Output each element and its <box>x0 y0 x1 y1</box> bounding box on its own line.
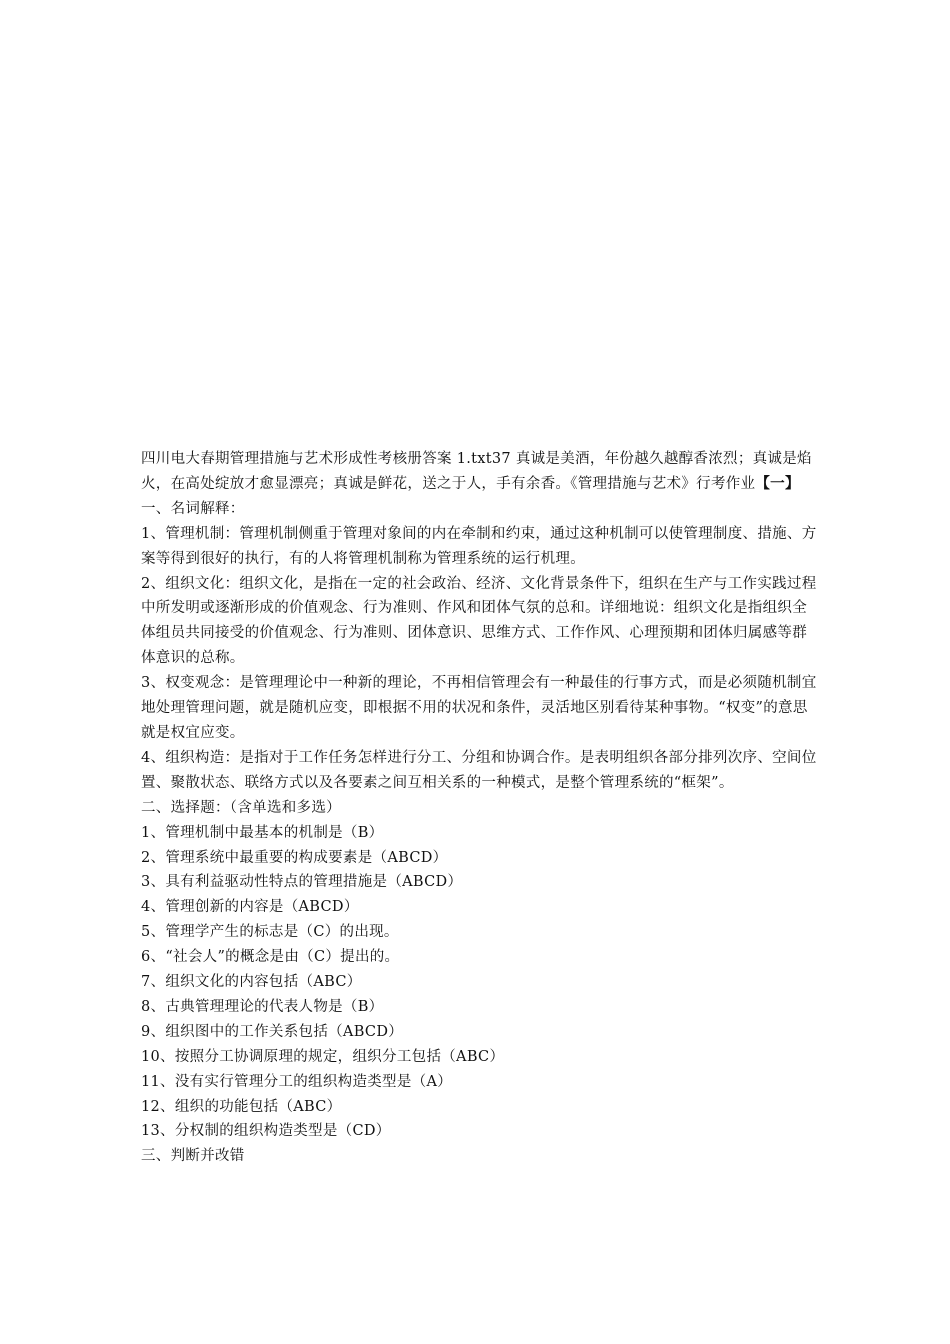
intro-paragraph <box>141 447 817 497</box>
section-title-judgement: 三、判断并改错 <box>141 1148 245 1165</box>
choice-item: 12、组织的功能包括（ABC） <box>141 1098 342 1115</box>
section-title-choices: 二、选择题：（含单选和多选） <box>141 799 341 816</box>
definition-item: 1、管理机制：管理机制侧重于管理对象间的内在牵制和约束，通过这种机制可以使管理制度、措施、方案等得到很好的执行，有的人将管理机制称为管理系统的运行机理。 <box>141 525 817 567</box>
choice-item: 13、分权制的组织构造类型是（CD） <box>141 1123 391 1140</box>
choice-item: 4、管理创新的内容是（ABCD） <box>141 899 359 916</box>
choice-item: 2、管理系统中最重要的构成要素是（ABCD） <box>141 849 448 866</box>
choice-item: 9、组织图中的工作关系包括（ABCD） <box>141 1023 404 1040</box>
document-body <box>141 447 817 1169</box>
choice-item: 8、古典管理理论的代表人物是（B） <box>141 998 384 1015</box>
intro-bracket: 【一】 <box>755 474 800 492</box>
choice-item: 6、“社会人”的概念是由（C）提出的。 <box>141 949 400 966</box>
definition-item: 2、组织文化：组织文化，是指在一定的社会政治、经济、文化背景条件下，组织在生产与工作实践过程中所发明或逐渐形成的价值观念、行为准则、作风和团体气氛的总和。详细地说：组织文化是指组织全体组员共同接受的价值观念、行为准则、团体意识、思维方式、工作作风、心理预期和团体归属感等群体意识的总称。 <box>141 575 817 667</box>
choice-item: 7、组织文化的内容包括（ABC） <box>141 974 362 991</box>
intro-text: 四川电大春期管理措施与艺术形成性考核册答案 1.txt37 真诚是美酒，年份越久越醇香浓烈；真诚是焰火，在高处绽放才愈显漂亮；真诚是鲜花，送之于人，手有余香。《管理措施与艺术》行考作业 <box>141 451 812 492</box>
choice-item: 11、没有实行管理分工的组织构造类型是（A） <box>141 1073 453 1090</box>
choice-item: 1、管理机制中最基本的机制是（B） <box>141 824 384 841</box>
section-title-definitions: 一、名词解释： <box>141 500 245 517</box>
choice-item: 10、按照分工协调原理的规定，组织分工包括（ABC） <box>141 1048 505 1065</box>
choice-item: 3、具有利益驱动性特点的管理措施是（ABCD） <box>141 874 463 891</box>
definition-item: 3、权变观念：是管理理论中一种新的理论，不再相信管理会有一种最佳的行事方式，而是必须随机制宜地处理管理问题，就是随机应变，即根据不用的状况和条件，灵活地区别看待某种事物。“权变”的意思就是权宜应变。 <box>141 675 817 741</box>
definition-item: 4、组织构造：是指对于工作任务怎样进行分工、分组和协调合作。是表明组织各部分排列次序、空间位置、聚散状态、联络方式以及各要素之间互相关系的一种模式，是整个管理系统的“框架”。 <box>141 749 817 791</box>
choice-item: 5、管理学产生的标志是（C）的出现。 <box>141 924 399 941</box>
